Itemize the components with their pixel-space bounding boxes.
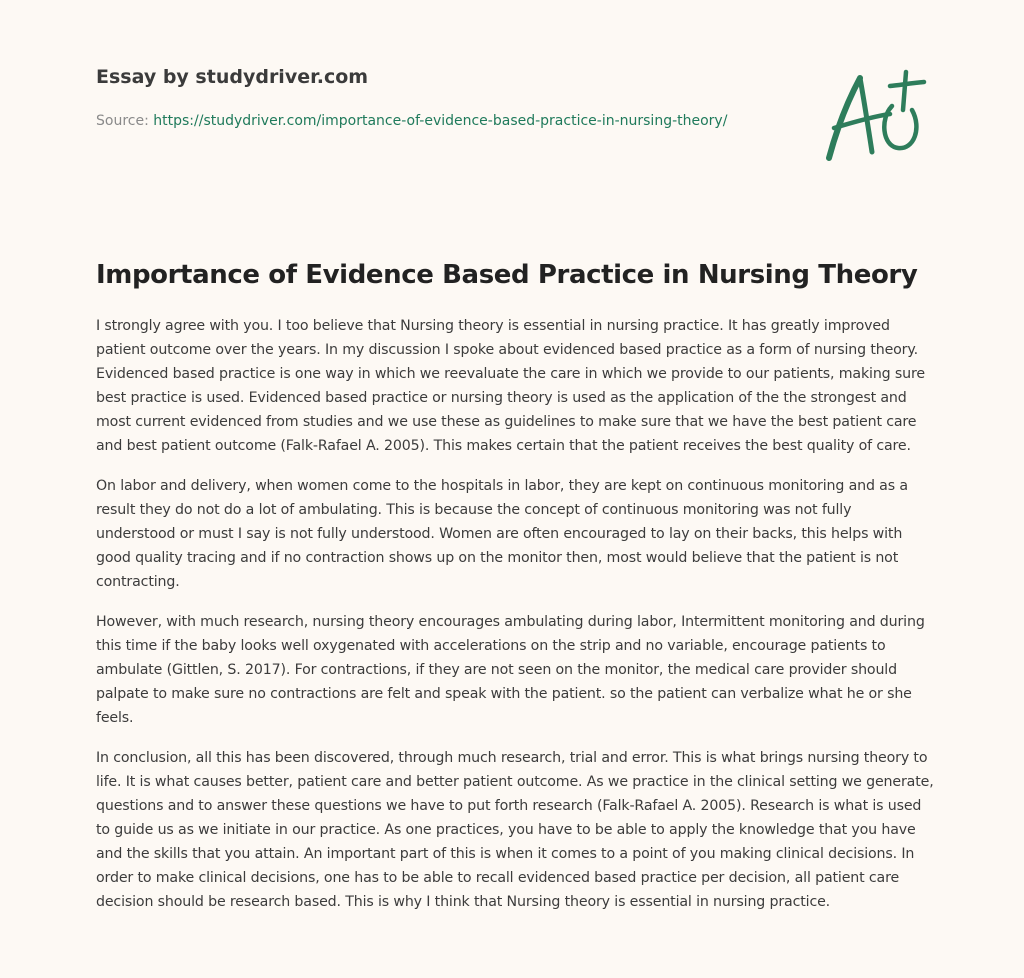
essay-paragraph: In conclusion, all this has been discovered, through much research, trial and error. This is what brings nursing theory to life. It is what causes better, patient care and better patient outcome. As we practice in the clinical setting we generate, questions and to answer these questions we have to put forth research (Falk-Rafael A. 2005). Research is what is used to guide us as we initiate in our practice. As one practices, you have to be able to apply the knowledge that you have and the skills that you attain. An important part of this is when it comes to a point of you making clinical decisions. In order to make clinical decisions, one has to be able to recall evidenced based practice per decision, all patient care decision should be research based. This is why I think that Nursing theory is essential in nursing practice.	[96, 750, 934, 910]
essay-paragraph: On labor and delivery, when women come to the hospitals in labor, they are kept on continuous monitoring and as a result they do not do a lot of ambulating. This is because the concept of continuous monitoring was not fully understood or must I say is not fully understood. Women are often encouraged to lay on their backs, this helps with good quality tracing and if no contraction shows up on the monitor then, most would believe that the patient is not contracting.	[96, 478, 908, 590]
essay-paragraph: I strongly agree with you. I too believe that Nursing theory is essential in nursing practice. It has greatly improved patient outcome over the years. In my discussion I spoke about evidenced based practice as a form of nursing theory. Evidenced based practice is one way in which we reevaluate the care in which we provide to our patients, making sure best practice is used. Evidenced based practice or nursing theory is used as the application of the the strongest and most current evidenced from studies and we use these as guidelines to make sure that we have the best patient care and best patient outcome (Falk-Rafael A. 2005). This makes certain that the patient receives the best quality of care.	[96, 318, 925, 454]
page-header	[96, 62, 736, 133]
essay-title: Importance of Evidence Based Practice in Nursing Theory	[96, 260, 918, 290]
source-label: Source:	[96, 113, 154, 129]
essay-body	[96, 314, 934, 930]
essay-paragraph: However, with much research, nursing theory encourages ambulating during labor, Intermittent monitoring and during this time if the baby looks well oxygenated with accelerations on the strip and no variable, encourage patients to ambulate (Gittlen, S. 2017). For contractions, if they are not seen on the monitor, the medical care provider should palpate to make sure no contractions are felt and speak with the patient. so the patient can verbalize what he or she feels.	[96, 614, 925, 726]
source-link[interactable]: https://studydriver.com/importance-of-evidence-based-practice-in-nursing-theory/	[153, 113, 728, 129]
source-line	[96, 109, 736, 133]
site-title: Essay by studydriver.com	[96, 66, 369, 88]
a-plus-grade-icon	[820, 66, 930, 166]
